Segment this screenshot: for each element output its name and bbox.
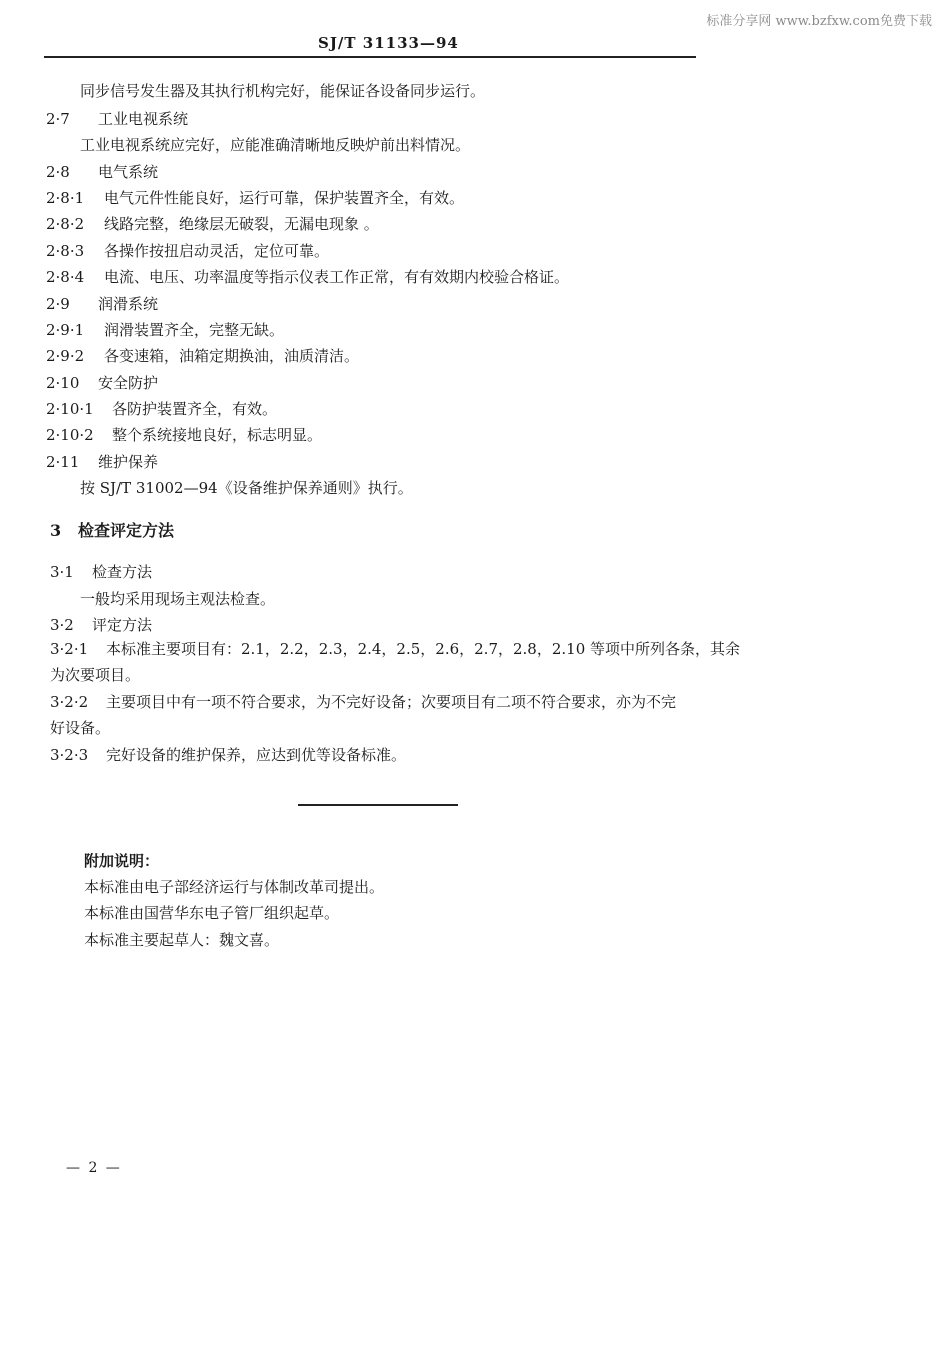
section-title: 安全防护 [98,374,159,392]
clause-text: 电流、电压、功率温度等指示仪表工作正常，有有效期内校验合格证。 [104,268,570,286]
clause-number: 2·9·1 [46,321,85,339]
section-number: 2·7 [46,110,70,128]
clause-text: 各变速箱，油箱定期换油，油质清洁。 [104,347,360,365]
watermark: 标准分享网 www.bzfxw.com免费下载 [706,14,932,29]
section-title: 维护保养 [98,453,159,471]
section-number: 2·11 [46,453,80,471]
section-number: 3·1 [50,563,74,581]
section-number: 2·10 [46,374,80,392]
clause-text: 线路完整，绝缘层无破裂，无漏电现象 。 [104,215,379,233]
clause-2-10-1 [46,398,277,419]
standard-code: SJ/T 31133—94 [318,34,459,52]
clause-text: 润滑装置齐全，完整无缺。 [104,321,285,339]
section-title: 电气系统 [98,163,159,181]
section-number: 3·2 [50,616,74,634]
header-rule [44,56,696,58]
clause-number: 3·2·3 [50,746,89,764]
appendix-title: 附加说明： [84,852,160,870]
section-2-11 [46,451,158,472]
section-title: 检查方法 [92,563,153,581]
section-2-10 [46,372,158,393]
clause-text: 本标准主要项目有：2.1，2.2，2.3，2.4，2.5，2.6，2.7，2.8，2.10 等项中所列各条，其余 [106,640,741,658]
clause-2-8-1 [46,187,464,208]
clause-number: 2·10·1 [46,400,94,418]
section-3-2 [50,614,152,635]
clause-number: 3·2·2 [50,693,89,711]
clause-2-8-4 [46,266,569,287]
clause-2-8-2 [46,213,379,234]
clause-text: 主要项目中有一项不符合要求，为不完好设备；次要项目有二项不符合要求，亦为不完 [106,693,677,711]
chapter-title: 检查评定方法 [78,521,175,540]
clause-2-10-2 [46,424,322,445]
clause-text: 完好设备的维护保养，应达到优等设备标准。 [106,746,407,764]
section-title: 工业电视系统 [98,110,189,128]
section-2-8 [46,161,158,182]
clause-number: 2·9·2 [46,347,85,365]
chapter-3-heading [50,518,174,541]
text-line-maintenance: 按 SJ/T 31002—94《设备维护保养通则》执行。 [80,479,413,497]
clause-2-9-1 [46,319,284,340]
chapter-number: 3 [50,521,62,540]
clause-number: 2·10·2 [46,426,94,444]
section-3-1 [50,561,152,582]
text-line-3-2-1-cont: 为次要项目。 [50,666,141,684]
section-number: 2·9 [46,295,70,313]
text-line-sync: 同步信号发生器及其执行机构完好，能保证各设备同步运行。 [80,82,486,100]
clause-3-2-3 [50,744,406,765]
clause-2-8-3 [46,240,329,261]
section-number: 2·8 [46,163,70,181]
clause-number: 2·8·1 [46,189,85,207]
section-title: 评定方法 [92,616,153,634]
clause-number: 2·8·3 [46,242,85,260]
text-line-method: 一般均采用现场主观法检查。 [80,590,276,608]
clause-text: 整个系统接地良好，标志明显。 [112,426,323,444]
clause-3-2-1 [50,638,740,659]
section-2-9 [46,293,158,314]
clause-number: 3·2·1 [50,640,89,658]
appendix-line: 本标准主要起草人：魏文喜。 [84,931,280,949]
clause-number: 2·8·4 [46,268,85,286]
appendix-line: 本标准由电子部经济运行与体制改革司提出。 [84,878,385,896]
section-title: 润滑系统 [98,295,159,313]
clause-3-2-2 [50,691,676,712]
end-rule [298,804,458,806]
page-number: — 2 — [66,1160,122,1176]
appendix-line: 本标准由国营华东电子管厂组织起草。 [84,904,340,922]
clause-text: 各防护装置齐全，有效。 [112,400,278,418]
text-line-3-2-2-cont: 好设备。 [50,719,111,737]
text-line-tv: 工业电视系统应完好，应能准确清晰地反映炉前出料情况。 [80,136,471,154]
clause-text: 各操作按扭启动灵活，定位可靠。 [104,242,330,260]
clause-number: 2·8·2 [46,215,85,233]
clause-text: 电气元件性能良好，运行可靠，保护装置齐全，有效。 [104,189,465,207]
clause-2-9-2 [46,345,359,366]
section-2-7 [46,108,188,129]
